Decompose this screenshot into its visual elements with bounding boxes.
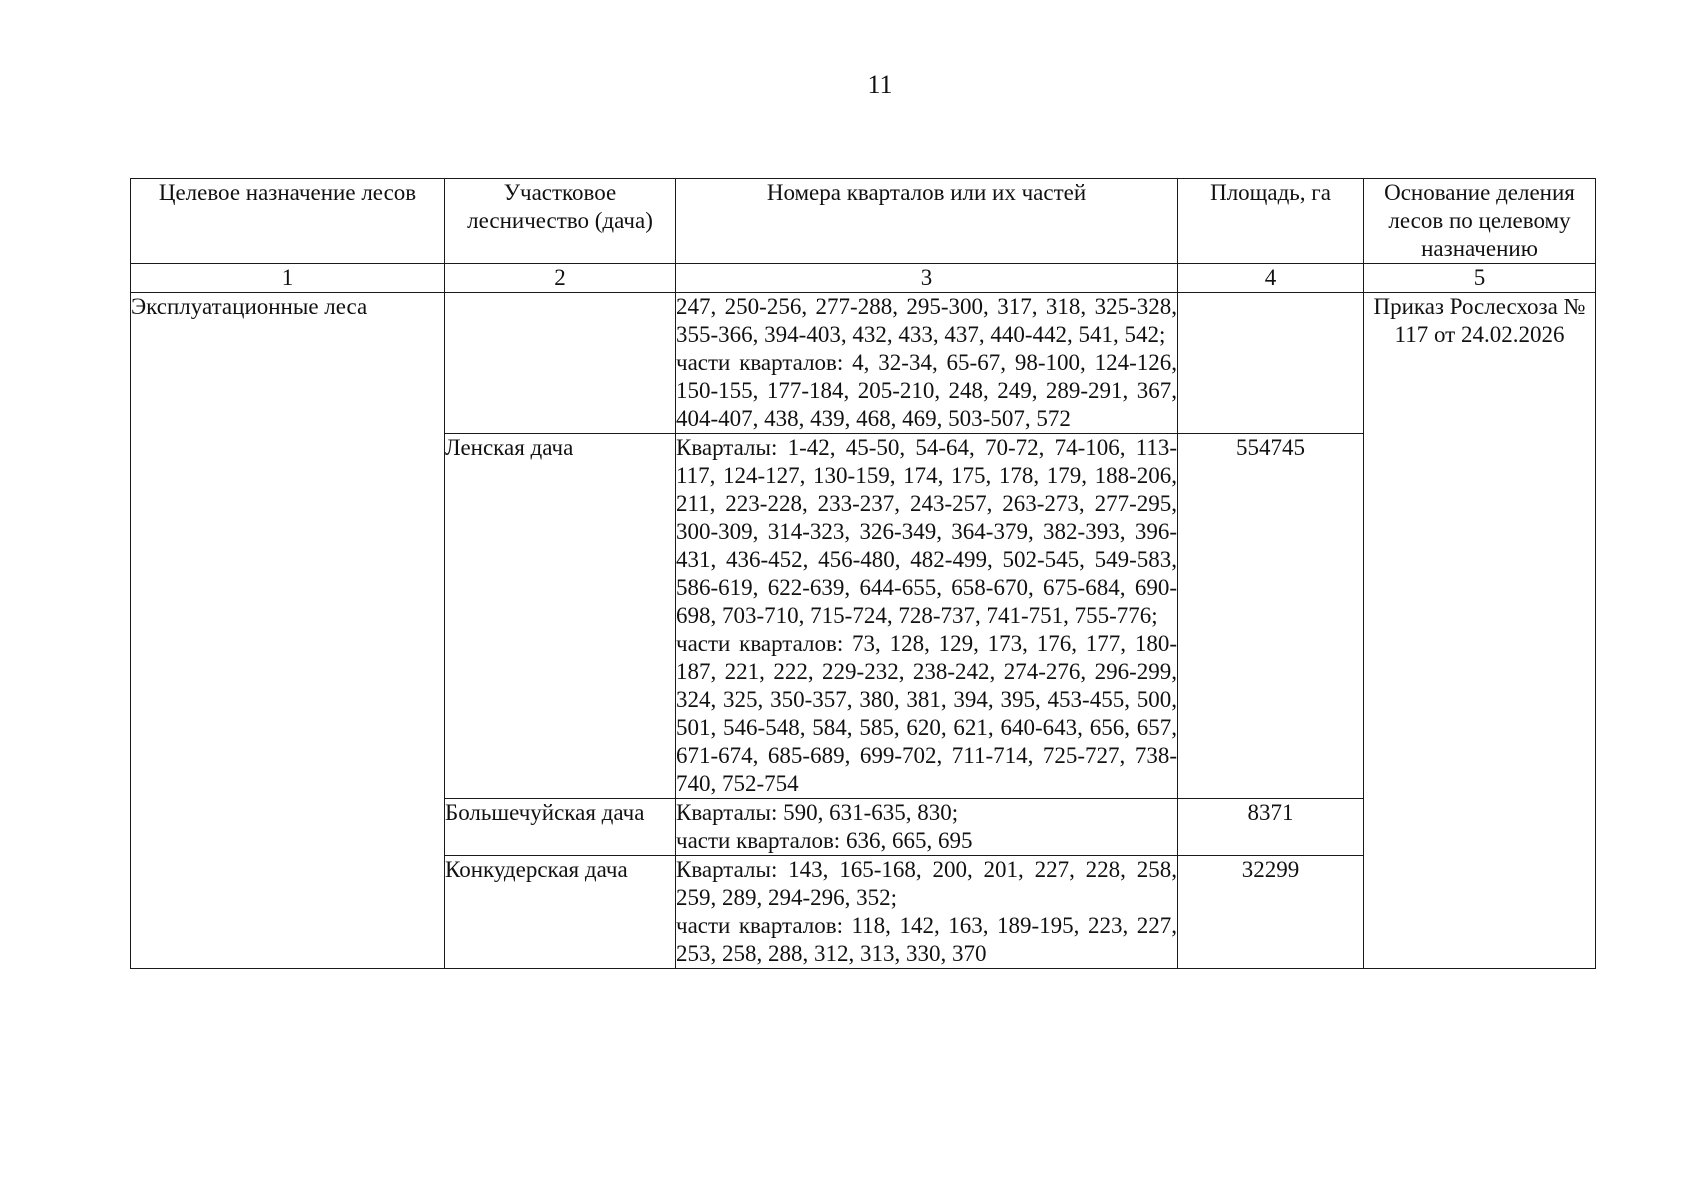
header-quarters: Номера кварталов или их частей: [676, 179, 1178, 264]
quarter-parts-list: части кварталов: 636, 665, 695: [676, 828, 973, 853]
column-number: 3: [676, 264, 1178, 293]
header-purpose: Целевое назначение лесов: [131, 179, 445, 264]
dacha-cell: Большечуйская дача: [445, 799, 676, 856]
forest-purpose-cell: Эксплуатационные леса: [131, 293, 445, 969]
header-basis: Основание деления лесов по целевому назначению: [1364, 179, 1596, 264]
header-dacha: Участковое лесничество (дача): [445, 179, 676, 264]
quarters-list: Кварталы: 1-42, 45-50, 54-64, 70-72, 74-106, 113-117, 124-127, 130-159, 174, 175, 178, 179, 188-206, 211, 223-228, 233-237, 243-257, 263-273, 277-295, 300-309, 314-323, 326-349, 364-379, 382-393, 396-431, 436-452, 456-480, 482-499, 502-545, 549-583, 586-619, 622-639, 644-655, 658-670, 675-684, 690-698, 703-710, 715-724, 728-737, 741-751, 755-776;: [676, 435, 1177, 628]
quarter-parts-list: части кварталов: 73, 128, 129, 173, 176, 177, 180-187, 221, 222, 229-232, 238-242, 274-276, 296-299, 324, 325, 350-357, 380, 381, 394, 395, 453-455, 500, 501, 546-548, 584, 585, 620, 621, 640-643, 656, 657, 671-674, 685-689, 699-702, 711-714, 725-727, 738-740, 752-754: [676, 631, 1177, 796]
area-cell: [1178, 293, 1364, 434]
quarters-cell: [676, 293, 1178, 434]
header-area: Площадь, га: [1178, 179, 1364, 264]
quarter-parts-list: части кварталов: 4, 32-34, 65-67, 98-100, 124-126, 150-155, 177-184, 205-210, 248, 249, 289-291, 367, 404-407, 438, 439, 468, 469, 503-507, 572: [676, 350, 1177, 431]
dacha-cell: Ленская дача: [445, 434, 676, 799]
area-cell: 554745: [1178, 434, 1364, 799]
area-cell: 32299: [1178, 856, 1364, 969]
column-number: 5: [1364, 264, 1596, 293]
quarters-list: 247, 250-256, 277-288, 295-300, 317, 318, 325-328, 355-366, 394-403, 432, 433, 437, 440-442, 541, 542;: [676, 294, 1177, 347]
column-number: 2: [445, 264, 676, 293]
basis-cell: Приказ Рослесхоза № 117 от 24.02.2026: [1364, 293, 1596, 969]
header-row: [131, 179, 1596, 264]
quarters-list: Кварталы: 590, 631-635, 830;: [676, 800, 959, 825]
quarters-cell: [676, 856, 1178, 969]
quarters-cell: [676, 799, 1178, 856]
forest-purpose-table: [130, 178, 1596, 969]
dacha-cell: [445, 293, 676, 434]
quarters-list: Кварталы: 143, 165-168, 200, 201, 227, 228, 258, 259, 289, 294-296, 352;: [676, 857, 1177, 910]
column-number-row: [131, 264, 1596, 293]
page-number: 11: [867, 70, 893, 99]
dacha-cell: Конкудерская дача: [445, 856, 676, 969]
area-cell: 8371: [1178, 799, 1364, 856]
column-number: 1: [131, 264, 445, 293]
table-row: [131, 293, 1596, 434]
column-number: 4: [1178, 264, 1364, 293]
quarter-parts-list: части кварталов: 118, 142, 163, 189-195, 223, 227, 253, 258, 288, 312, 313, 330, 370: [676, 913, 1177, 966]
quarters-cell: [676, 434, 1178, 799]
